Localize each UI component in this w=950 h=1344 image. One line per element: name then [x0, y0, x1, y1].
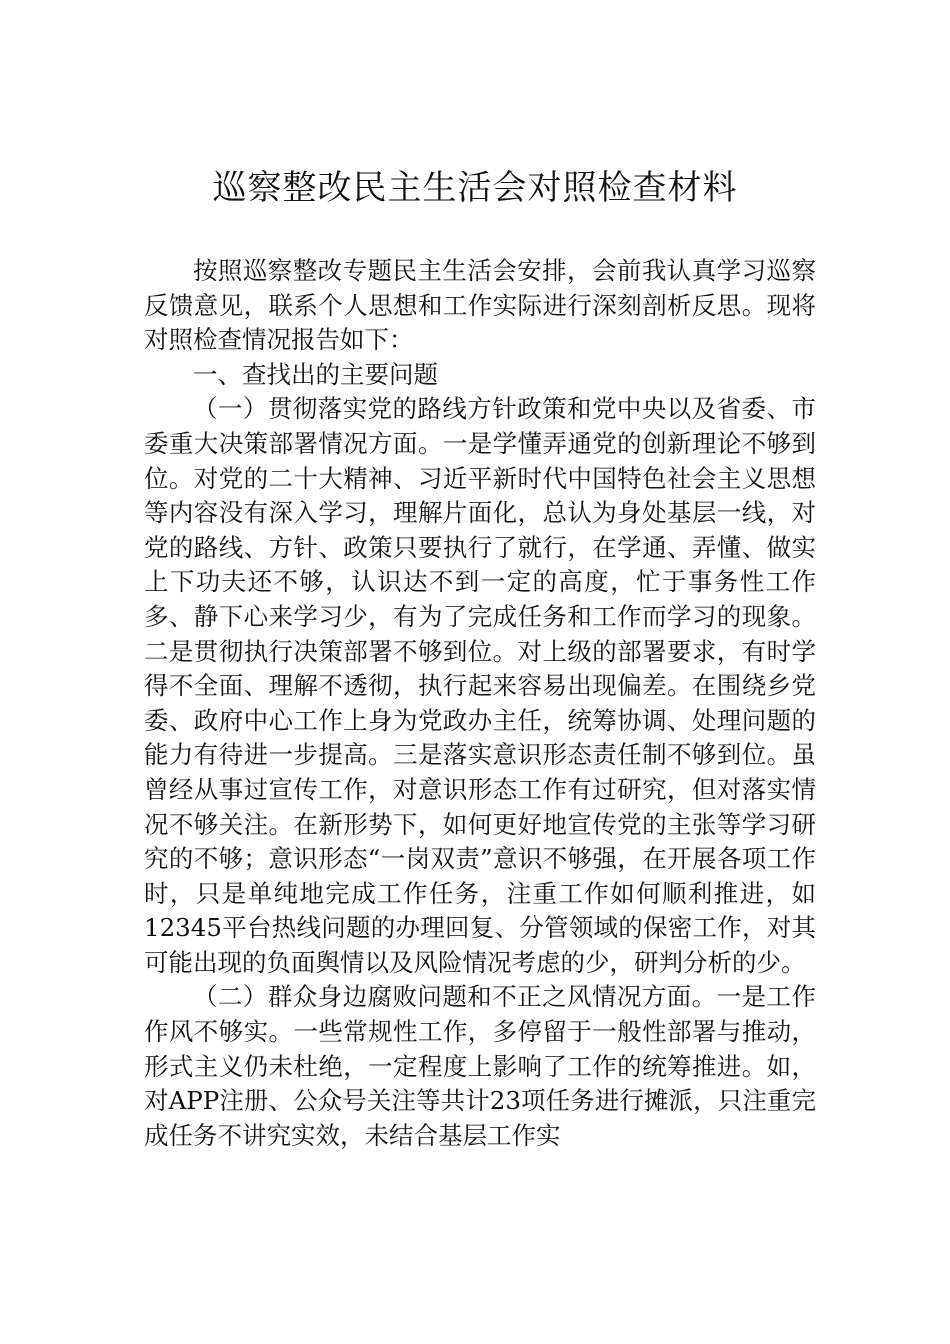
subsection-paragraph-2: （二）群众身边腐败问题和不正之风情况方面。一是工作作风不够实。一些常规性工作，多停留于一般性部署与推动，形式主义仍未杜绝，一定程度上影响了工作的统筹推进。如，对APP注册、公众号关注等共计23项任务进行摊派，只注重完成任务不讲究实效，未结合基层工作实 — [144, 982, 816, 1150]
intro-paragraph: 按照巡察整改专题民主生活会安排，会前我认真学习巡察反馈意见，联系个人思想和工作实际进行深刻剖析反思。现将对照检查情况报告如下： — [144, 256, 816, 355]
document-body — [144, 254, 816, 1153]
document-title: 巡察整改民主生活会对照检查材料 — [212, 168, 738, 208]
section-heading: 一、查找出的主要问题 — [193, 359, 438, 389]
subsection-paragraph-1: （一）贯彻落实党的路线方针政策和党中央以及省委、市委重大决策部署情况方面。一是学懂弄通党的创新理论不够到位。对党的二十大精神、习近平新时代中国特色社会主义思想等内容没有深入学习，理解片面化，总认为身处基层一线，对党的路线、方针、政策只要执行了就行，在学通、弄懂、做实上下功夫还不够，认识达不到一定的高度，忙于事务性工作多、静下心来学习少，有为了完成任务和工作而学习的现象。二是贯彻执行决策部署不够到位。对上级的部署要求，有时学得不全面、理解不透彻，执行起来容易出现偏差。在围绕乡党委、政府中心工作上身为党政办主任，统筹协调、处理问题的能力有待进一步提高。三是落实意识形态责任制不够到位。虽曾经从事过宣传工作，对意识形态工作有过研究，但对落实情况不够关注。在新形势下，如何更好地宣传党的主张等学习研究的不够；意识形态“一岗双责”意识不够强，在开展各项工作时，只是单纯地完成工作任务，注重工作如何顺利推进，如12345平台热线问题的办理回复、分管领域的保密工作，对其可能出现的负面舆情以及风险情况考虑的少，研判分析的少。 — [144, 394, 816, 977]
